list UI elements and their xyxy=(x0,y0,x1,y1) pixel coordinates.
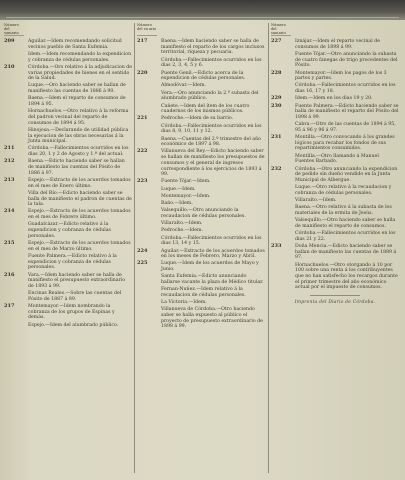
entry-text: Hornachuelos.—Otro relativo á la reforma del padron vecinal del reparto de consumos de 1894 á 95. xyxy=(28,109,129,126)
index-entry xyxy=(4,109,132,126)
entry-number: 220 xyxy=(137,69,148,76)
printer-imprint: Imprenta del Diario de Córdoba. xyxy=(294,300,376,306)
entry-number: 209 xyxy=(4,38,15,44)
index-entry xyxy=(137,307,265,330)
index-entry xyxy=(4,83,132,94)
index-entry xyxy=(4,96,132,107)
index-entry xyxy=(4,191,132,208)
entry-text: Fernan-Nuñez.—Idem relativo á la recaudacion de cédulas personales. xyxy=(161,287,246,298)
entry-text: Pedroche.—Idem. xyxy=(161,228,203,234)
index-entry xyxy=(4,273,132,290)
index-entry xyxy=(4,65,132,82)
index-entry xyxy=(137,274,265,285)
index-entry xyxy=(271,263,399,292)
entry-text: Fuente Tójar.—Idem. xyxy=(161,179,211,185)
entry-number: 223 xyxy=(137,178,148,185)
entry-text: Espejo.—Extracto de los acuerdos tomados en el mes de Febrero último. xyxy=(28,209,131,221)
entries-list xyxy=(137,39,265,330)
entry-text: Luque.—Idem de los acuerdos de Mayo y Junio. xyxy=(161,261,259,273)
entry-text: Córdoba.—Oro relativo á la adjudicacion de varias propiedades de bienes en el sentido de la Salud. xyxy=(28,64,132,82)
entry-text: Montilla.—Otro convocando á los grandes lógicos para recabar los fondos de sus repartimientos consumidos. xyxy=(295,135,395,152)
entry-text: Montemayor.—Idem. xyxy=(161,193,211,199)
entry-text: Cañete.—Idem del ítem de los cuatro cuadernos de los mismos públicos. xyxy=(161,103,250,115)
index-entry xyxy=(137,137,265,148)
entry-text: Luque.—Otro relativo á la recaudacion y cobranza de cédulas personales. xyxy=(295,185,392,196)
index-entry xyxy=(4,39,132,50)
entry-text: Hinojosa.—Declarando de utilidad pública la ejecucion de las obras necesarias á la Junta municipal. xyxy=(28,127,129,145)
entry-number: 211 xyxy=(4,145,15,152)
entry-text: Fuente Palmera.—Edicto haciendo saber se halla de manifiesto el reparto del Pósito del 1898 á 99. xyxy=(295,103,399,120)
entry-text: Idem.—Idem en los dias 19 y 20. xyxy=(295,96,373,102)
column-header: Número del sumario xyxy=(4,23,24,36)
entry-text: Doña Mencia.—Edicto haciendo saber se hallan de manifiesto las cuentas de 1889 á 97. xyxy=(295,244,397,261)
entry-number: 221 xyxy=(137,115,148,122)
entry-text: Luque.—Idem. xyxy=(161,186,196,192)
index-entry xyxy=(4,52,132,63)
index-entry xyxy=(137,201,265,207)
index-entry xyxy=(4,222,132,239)
entry-text: Almodóvar.—Idem. xyxy=(161,83,206,89)
index-entry xyxy=(137,228,265,234)
entry-number: 233 xyxy=(271,243,282,249)
entry-number: 230 xyxy=(271,102,282,109)
entry-text: Espejo.—Extracto de los acuerdos tomados en el mes de Enero último. xyxy=(28,177,131,189)
index-entry xyxy=(4,159,132,176)
index-entry xyxy=(271,198,399,204)
index-entry xyxy=(137,91,265,102)
index-entry xyxy=(137,71,265,82)
index-entry xyxy=(137,104,265,115)
index-entry xyxy=(271,218,399,229)
entry-number: 232 xyxy=(271,165,282,172)
index-entry xyxy=(4,304,132,321)
index-entry xyxy=(4,254,132,271)
index-entry xyxy=(137,179,265,185)
entry-number: 229 xyxy=(271,95,282,102)
entry-number: 210 xyxy=(4,63,15,70)
index-entry xyxy=(137,261,265,272)
entry-number: 225 xyxy=(137,260,148,267)
index-entry xyxy=(4,128,132,145)
entry-text: Pedroche.—Idem de su barrio. xyxy=(161,116,234,122)
entry-number: 222 xyxy=(137,148,148,155)
entries-list xyxy=(4,39,132,328)
index-entry xyxy=(4,241,132,252)
entry-text: Córdoba.—Fallecimientos ocurridos en los dias 2, 3, 4, 5 y 6. xyxy=(161,57,262,69)
entry-text: Idem.—Idem recomendando la expendicion y cobranza de cédulas personales. xyxy=(28,51,132,63)
index-entry xyxy=(271,231,399,242)
index-entry xyxy=(271,52,399,69)
entry-text: Luque.—Oro haciendo saber se hallan de manifiesto las cuentas de 1886 á 90. xyxy=(28,83,126,95)
index-entry xyxy=(4,209,132,220)
entry-text: Córdoba.—Fallecimientos ocurridos en los dias 13, 14 y 15. xyxy=(161,235,262,247)
entry-text: Córdoba.—Fallecimientos ocurridos en los dias 8, 9, 10, 11 y 12. xyxy=(161,123,262,135)
index-entry xyxy=(137,236,265,247)
index-entry xyxy=(4,323,132,329)
entry-text: Baena.—Otro relativo á la subasta de los materiales de la ermita de Jesús. xyxy=(295,205,392,216)
entry-text: Aguilar.—Extracto de los acuerdos tomados en los meses de Febrero, Marzo y Abril. xyxy=(161,248,265,260)
entry-number: 227 xyxy=(271,38,282,44)
index-entry xyxy=(271,244,399,261)
index-column-1 xyxy=(4,23,132,475)
index-entry xyxy=(271,167,399,184)
entry-text: Córdoba.—Otro anunciando la expendicion de pedido sin dueño vendido en la Junta Municipal de Albergue. xyxy=(295,166,398,183)
entry-text: Baena.—Idem el reparto de consumos de 1894 á 95. xyxy=(28,96,126,108)
entry-number: 215 xyxy=(4,240,15,246)
entry-number: 212 xyxy=(4,158,15,165)
entry-text: Córdoba.—Fallecimientos ocurridos en los dias 20, 1 y 2 de Agosto y 1.º del actual. xyxy=(28,146,129,158)
entry-number: 224 xyxy=(137,247,148,254)
entry-number: 217 xyxy=(4,303,15,310)
entry-number: 231 xyxy=(271,134,282,141)
entry-number: 213 xyxy=(4,176,15,183)
footer-rule xyxy=(310,295,360,296)
entry-number: 214 xyxy=(4,208,15,215)
index-entry xyxy=(271,122,399,133)
entry-text: Córdoba.—Fallecimientos ocurridos en los dias 21 y 22. xyxy=(295,231,396,242)
entry-text: Santa Eufemia.—Edicto anunciando hallarse vacante la plaza de Médico titular. xyxy=(161,274,264,286)
index-entry xyxy=(137,39,265,56)
entry-text: La Victoria.—Idem. xyxy=(161,300,207,306)
entry-number: 216 xyxy=(4,271,15,278)
column-divider xyxy=(134,23,135,473)
entry-text: Iznájar.—Idem el reparto vecinal de consumos de 1898 á 99. xyxy=(295,39,380,50)
index-entry xyxy=(271,83,399,94)
entry-text: Montilla.—Otro llamando á Manuel Fuentes Barbado. xyxy=(295,153,379,165)
entry-text: Puente Genil.—Edicto acerca de la expendicion de cédulas personales. xyxy=(161,70,246,82)
entry-text: Fuente Tójar.—Otro anunciando la subasta de cuatro fanegas de trigo procedentes del Pósito. xyxy=(295,51,398,69)
entry-text: Valsequillo.—Otro anunciando la recaudacion de cédulas personales. xyxy=(161,208,246,219)
entry-text: Aguilar.—Idem recomendando solicitud vecinos pueblo de Santa Eufemia. xyxy=(28,39,122,50)
entry-text: Hornachuelos.—Otro otorgando á 10 por 100 sobre una renta á los contribuyentes que no han satisfecho los recargos durante el primer trimestre del año económico actual por el impuesto de consumos. xyxy=(295,262,398,291)
index-entry xyxy=(137,249,265,260)
entries-list xyxy=(271,39,399,291)
index-entry xyxy=(137,187,265,193)
index-entry xyxy=(271,104,399,121)
entry-text: Baño.—Idem. xyxy=(161,201,193,207)
entry-text: Villaralto.—Idem. xyxy=(161,221,203,227)
index-entry xyxy=(137,83,265,89)
index-entry xyxy=(137,124,265,135)
entry-text: Baena.—Cuentas del 2.º trimestre del año económico de 1897 á 98. xyxy=(161,136,261,148)
entry-number: 217 xyxy=(137,38,148,44)
index-entry xyxy=(137,300,265,306)
index-entry xyxy=(137,58,265,69)
page-top-edge xyxy=(0,0,405,20)
index-column-2 xyxy=(137,23,265,475)
index-entry xyxy=(137,208,265,219)
column-header: Número del su ario xyxy=(137,23,157,36)
entry-text: Baena.—Edicto haciendo saber se hallan de manifiesto las cuentas del Pósito de 1886 á 97. xyxy=(28,159,125,176)
index-entry xyxy=(137,287,265,298)
entry-text: Vara.—Idem haciendo saber se halla de manifiesto el presupuesto extraordinario de 1893 á 99. xyxy=(28,272,126,289)
entry-text: Córdoba.—Fallecimientos ocurridos en los dias 16, 17 y 18. xyxy=(295,83,396,95)
index-entry xyxy=(271,185,399,196)
entry-text: Espejo.—Idem del alumbrado público. xyxy=(28,322,119,328)
entry-text: Villa del Río.—Edicto haciendo saber se halla de manifiesto el padron de cuentas de la tala. xyxy=(28,190,132,208)
index-entry xyxy=(271,39,399,50)
entry-text: Villanueva de Córdoba.—Otro haciendo saber se halla expuesto al público el proyecto de presupuesto extraordinario de 1898 á 99. xyxy=(161,307,263,330)
entry-text: Cabra.—Otro de las cuentas de 1894 á 95, 95 á 96 y 96 á 97. xyxy=(295,122,396,133)
entry-number: 228 xyxy=(271,69,282,76)
entry-text: Encinas Reales.—Sobre las cuentas del Pósito de 1887 á 89. xyxy=(28,291,122,302)
index-entry xyxy=(271,96,399,102)
entry-text: Baena.—Idem haciendo saber se halla de manifiesto el reparto de los cargos inclusos territorial, riqueza y pecuaria. xyxy=(161,39,265,56)
entry-text: Guadalcázar.—Edicto relativo á la expendicion y cobranza de cédulas personales. xyxy=(28,222,111,239)
index-entry xyxy=(4,146,132,157)
entry-text: Valsequillo.—Otro haciendo saber se halla de manifiesto el reparto de consumos. xyxy=(295,218,396,229)
entry-text: Fuente Palmera.—Edicto relativo á la expendicion y cobranza de cédulas personales. xyxy=(28,253,117,271)
index-entry xyxy=(271,205,399,216)
index-entry xyxy=(137,194,265,200)
index-entry xyxy=(137,221,265,227)
entry-text: Villanueva del Rey.—Edicto haciendo saber se hallan de manifiesto los presupuestos de consumos y el general de ingresos correspondiente á los ejercicios de 1893 á 99. xyxy=(161,149,265,178)
index-entry xyxy=(271,154,399,165)
entry-text: Vera.—Oro anunciando la 2.ª subasta del alumbrado público. xyxy=(161,90,259,102)
entry-text: Espejo.—Extracto de los acuerdos tomados en el mes de Marzo último. xyxy=(28,241,131,252)
index-entry xyxy=(137,116,265,122)
index-entry xyxy=(271,71,399,82)
column-header: Número del sumario xyxy=(271,23,291,36)
index-entry xyxy=(4,178,132,189)
column-divider xyxy=(268,23,269,473)
index-entry xyxy=(4,291,132,302)
index-column-3 xyxy=(271,23,399,475)
index-entry xyxy=(271,135,399,152)
top-rule xyxy=(6,17,399,18)
entry-text: Villaralto.—Idem. xyxy=(295,198,337,204)
entry-text: Montemayor.—Idem los pagos de los 3 partes y partes. xyxy=(295,70,387,82)
entry-text: Montemayor.—Idem nombrando la cobranza de los grupos de Espinas y demás. xyxy=(28,304,115,321)
index-entry xyxy=(137,149,265,178)
